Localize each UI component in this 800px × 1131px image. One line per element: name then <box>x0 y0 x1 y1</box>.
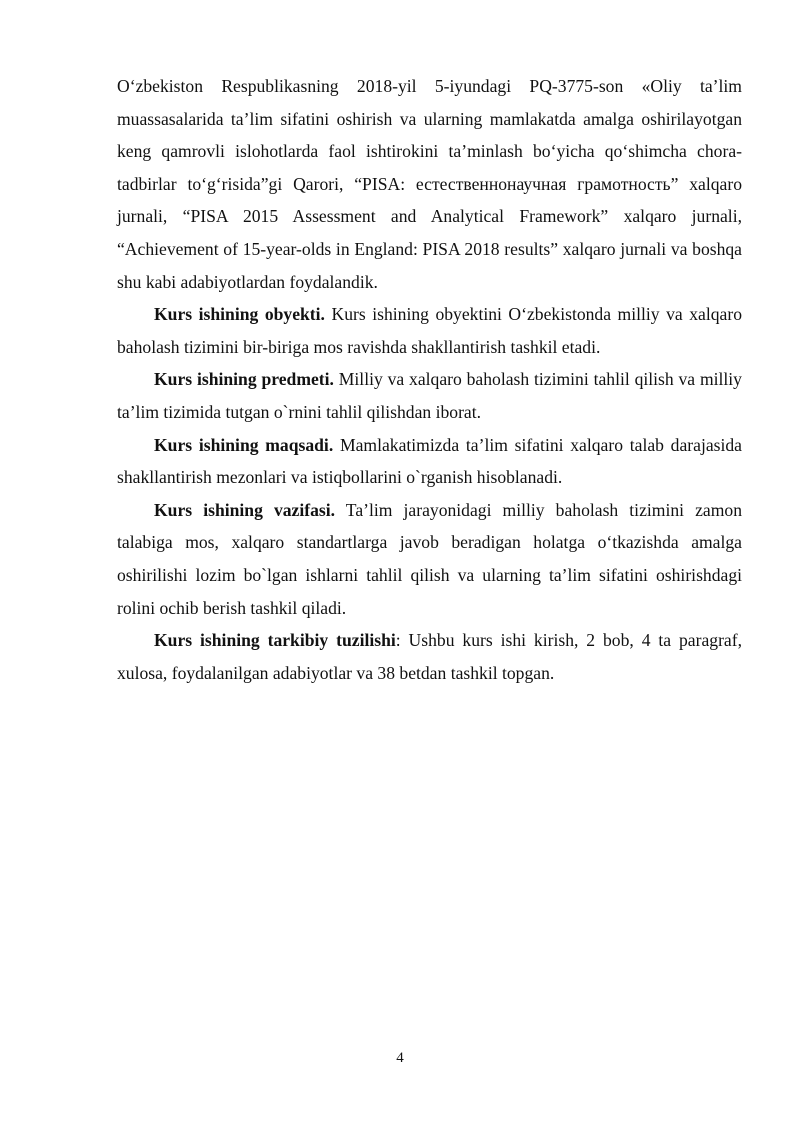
section-tasks <box>117 494 742 624</box>
intro-paragraph: O‘zbekiston Respublikasning 2018-yil 5-iyundagi PQ-3775-son «Oliy ta’lim muassasalarida ta’lim sifatini oshirish va ularning mamlakatda amalga oshirilayotgan keng qamrovli islohotlarda faol ishtirokini ta’minlash bo‘yicha qo‘shimcha chora-tadbirlar to‘g‘risida”gi Qarori, “PISA: естественнонаучная грамотность” xalqaro jurnali, “PISA 2015 Assessment and Analytical Framework” xalqaro jurnali, “Achievement of 15-year-olds in England: PISA 2018 results” xalqaro jurnali va boshqa shu kabi adabiyotlardan foydalandik. <box>117 76 742 292</box>
section-heading: Kurs ishining tarkibiy tuzilishi <box>154 630 396 651</box>
section-text: Mamlakatimizda ta’lim sifatini xalqaro talab darajasida shakllantirish mezonlari va istiqbollarini o`rganish hisoblanadi. <box>117 434 742 488</box>
section-text: Ta’lim jarayonidagi milliy baholash tizimini zamon talabiga mos, xalqaro standartlarga javob beradigan holatga o‘tkazishda amalga oshirilishi lozim bo`lgan ishlarni tahlil qilish va ularning ta’lim sifatini oshirishdagi rolini ochib berish tashkil qiladi. <box>117 499 743 618</box>
section-heading: Kurs ishining obyekti. <box>154 304 325 325</box>
section-heading: Kurs ishining maqsadi. <box>154 434 334 455</box>
section-object <box>117 298 742 363</box>
section-text: : Ushbu kurs ishi kirish, 2 bob, 4 ta paragraf, xulosa, foydalanilgan adabiyotlar va 38 betdan tashkil topgan. <box>117 630 742 683</box>
page-number: 4 <box>396 1050 404 1066</box>
section-text: Milliy va xalqaro baholash tizimini tahlil qilish va milliy ta’lim tizimida tutgan o`rnini tahlil qilishdan iborat. <box>117 369 742 422</box>
section-heading: Kurs ishining predmeti. <box>154 369 334 390</box>
section-subject <box>117 363 742 428</box>
section-text: Kurs ishining obyektini O‘zbekistonda milliy va xalqaro baholash tizimini bir-biriga mos ravishda shakllantirish tashkil etadi. <box>117 304 743 357</box>
section-heading: Kurs ishining vazifasi. <box>154 499 336 520</box>
body-text <box>117 70 742 689</box>
section-goal <box>117 429 742 494</box>
section-structure <box>117 624 742 689</box>
